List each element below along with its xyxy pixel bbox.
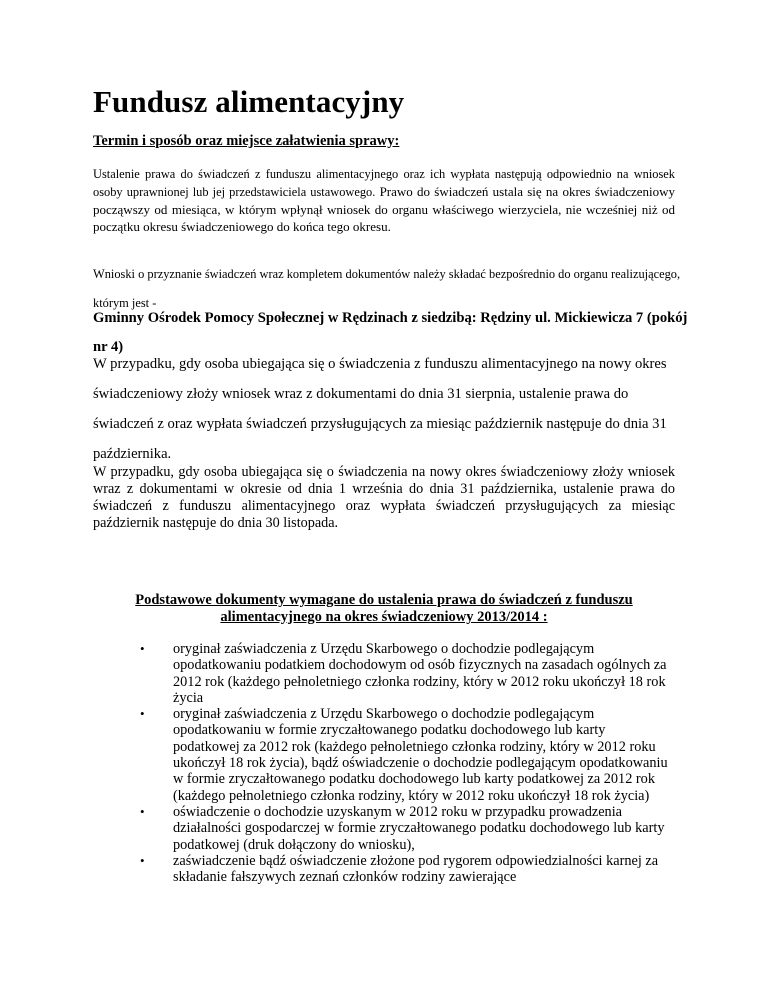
list-item: [140, 706, 668, 804]
list-item-text: oryginał zaświadczenia z Urzędu Skarbowego o dochodzie podlegającym opodatkowaniu podatkiem dochodowym od osób fizycznych na zasadach ogólnych za 2012 rok (każdego pełnoletniego członka rodziny, który w 2012 roku ukończył 18 rok życia: [173, 641, 667, 706]
bullet-icon: •: [140, 852, 145, 868]
procedure-paragraph-intro: Ustalenie prawa do świadczeń z funduszu alimentacyjnego oraz ich wypłata następują odpowiednio na wniosek osoby uprawnionej lub jej przedstawiciela ustawowego.: [93, 167, 675, 199]
application-paragraph: Wnioski o przyznanie świadczeń wraz kompletem dokumentów należy składać bezpośrednio do organu realizującego, którym jest -: [93, 267, 681, 310]
list-item-text: oświadczenie o dochodzie uzyskanym w 2012 roku w przypadku prowadzenia działalności gospodarczej w formie zryczałtowanego podatku dochodowego lub karty podatkowej (druk dołączony do wniosku),: [173, 803, 665, 853]
list-item-text: zaświadczenie bądź oświadczenie złożone pod rygorem odpowiedzialności karnej za składanie fałszywych zeznań członków rodziny zawierające: [173, 852, 659, 886]
documents-heading: Podstawowe dokumenty wymagane do ustalenia prawa do świadczeń z funduszu alimentacyjnego na okres świadczeniowy 2013/2014 :: [135, 592, 633, 625]
deadline-october-paragraph: W przypadku, gdy osoba ubiegająca się o świadczenia z funduszu alimentacyjnego na nowy okres świadczeniowy złoży wniosek wraz z dokumentami do dnia 31 sierpnia, ustalenie prawa do świadczeń z oraz wypłata świadczeń przysługujących za miesiąc październik następuje do dnia 31 października.: [93, 356, 667, 462]
list-item: [140, 641, 668, 706]
bullet-icon: •: [140, 803, 145, 819]
list-item: [140, 853, 668, 886]
bullet-icon: •: [140, 706, 145, 722]
list-item-text: oryginał zaświadczenia z Urzędu Skarbowego o dochodzie podlegającym opodatkowaniu w formie zryczałtowanego podatku dochodowego lub karty podatkowej za 2012 rok (każdego pełnoletniego członka rodziny, który w 2012 roku ukończył 18 rok życia), bądź oświadczenie o dochodzie podlegającym opodatkowaniu w formie zryczałtowanego podatku dochodowego lub karty podatkowej za 2012 rok (każdego pełnoletniego członka rodziny, który w 2012 roku ukończył 18 rok życia): [173, 706, 668, 804]
procedure-paragraph-period: Prawo do świadczeń ustala się na okres świadczeniowy począwszy od miesiąca, w którym wpłynął wniosek do organu właściwego wierzyciela, nie wcześniej niż od początku okresu świadczeniowego do końca tego okresu.: [93, 184, 675, 234]
documents-list: [140, 641, 668, 885]
page-title: Fundusz alimentacyjny: [93, 84, 405, 119]
term-heading: Termin i sposób oraz miejsce załatwienia sprawy:: [93, 133, 400, 149]
deadline-november-paragraph: W przypadku, gdy osoba ubiegająca się o świadczenia na nowy okres świadczeniowy złoży wniosek wraz z dokumentami w okresie od dnia 1 września do dnia 31 października, ustalenie prawa do świadczeń z funduszu alimentacyjnego oraz wypłata świadczeń przysługujących za miesiąc październik następuje do dnia 30 listopada.: [93, 464, 675, 531]
procedure-paragraph: [93, 165, 675, 235]
list-item: [140, 804, 668, 853]
office-address: Gminny Ośrodek Pomocy Społecznej w Rędzinach z siedzibą: Rędziny ul. Mickiewicza 7 (pokój nr 4): [93, 310, 688, 355]
bullet-icon: •: [140, 641, 145, 656]
